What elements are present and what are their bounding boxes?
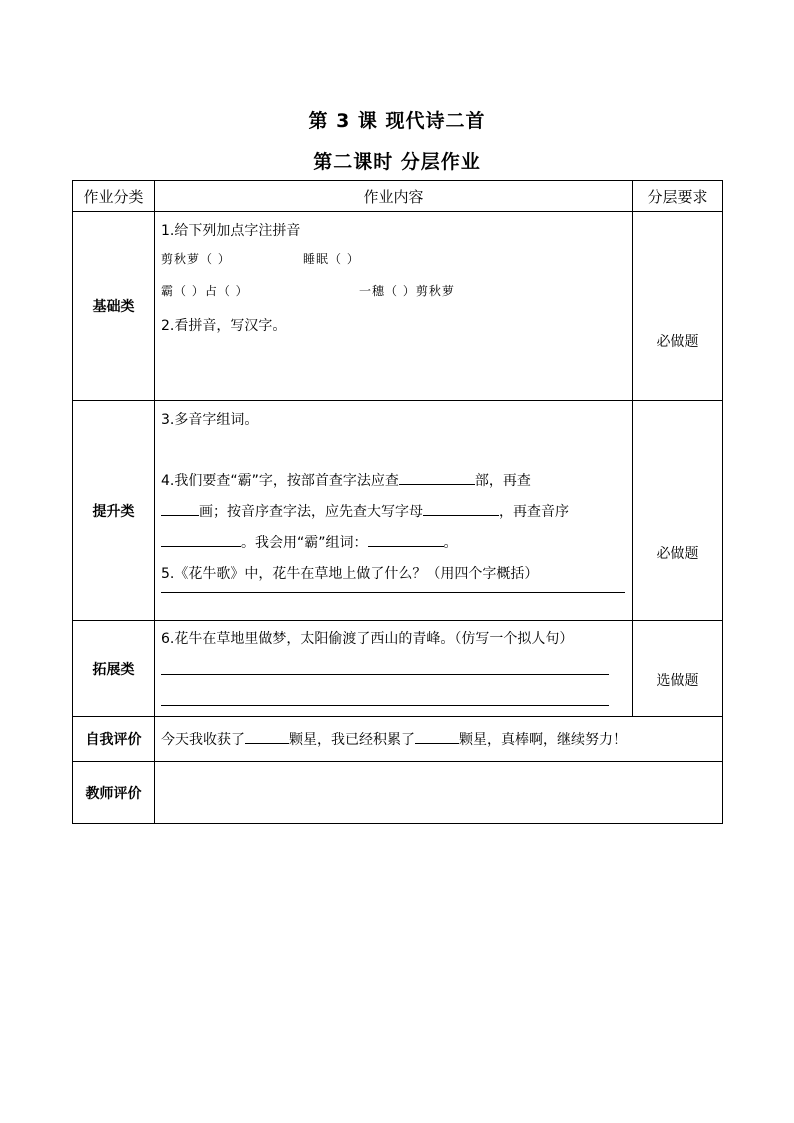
category-basic: 基础类	[73, 212, 155, 401]
category-improve: 提升类	[73, 401, 155, 621]
pinyin-item-3: 霸（ ）占（ ）	[161, 284, 249, 298]
table-row-teacher-eval	[73, 762, 723, 824]
answer-line[interactable]	[161, 705, 609, 706]
table-header-row	[73, 181, 723, 212]
answer-blank[interactable]	[161, 532, 241, 547]
content-extend	[155, 621, 633, 717]
column-header-requirement: 分层要求	[633, 181, 723, 212]
question-4-line-1: 4.我们要查“霸”字，按部首查字法应查 部，再查	[161, 470, 531, 490]
answer-line[interactable]	[161, 674, 609, 675]
category-self-eval: 自我评价	[73, 717, 155, 762]
column-header-category: 作业分类	[73, 181, 155, 212]
question-4-line-3: 。我会用“霸”组词： 。	[161, 532, 458, 552]
table-row-improve	[73, 401, 723, 621]
requirement-basic: 必做题	[633, 212, 723, 401]
answer-blank[interactable]	[245, 729, 289, 744]
question-3: 3.多音字组词。	[161, 412, 259, 428]
pinyin-item-2: 睡眠（ ）	[303, 252, 360, 266]
content-basic	[155, 212, 633, 401]
page-subtitle: 第二课时 分层作业	[313, 151, 481, 173]
homework-table	[72, 180, 723, 824]
category-teacher-eval: 教师评价	[73, 762, 155, 824]
answer-blank[interactable]	[399, 470, 475, 485]
pinyin-item-4: 一穗（ ）剪秋萝	[359, 284, 455, 298]
content-teacher-eval[interactable]	[155, 762, 723, 824]
question-1: 1.给下列加点字注拼音	[161, 223, 301, 239]
pinyin-item-1: 剪秋萝（ ）	[161, 252, 231, 266]
question-2: 2.看拼音，写汉字。	[161, 318, 287, 334]
category-extend: 拓展类	[73, 621, 155, 717]
question-6: 6.花牛在草地里做梦，太阳偷渡了西山的青峰。（仿写一个拟人句）	[161, 631, 574, 647]
answer-blank[interactable]	[415, 729, 459, 744]
answer-blank[interactable]	[368, 532, 444, 547]
question-5: 5.《花牛歌》中，花牛在草地上做了什么？（用四个字概括）	[161, 566, 539, 582]
content-self-eval: 今天我收获了 颗星，我已经积累了 颗星，真棒啊，继续努力！	[155, 717, 723, 762]
answer-blank[interactable]	[423, 501, 499, 516]
answer-line[interactable]	[161, 592, 625, 593]
requirement-improve: 必做题	[633, 401, 723, 621]
table-row-extend	[73, 621, 723, 717]
table-row-basic	[73, 212, 723, 401]
answer-blank[interactable]	[161, 501, 199, 516]
requirement-extend: 选做题	[633, 621, 723, 717]
column-header-content: 作业内容	[155, 181, 633, 212]
page-title: 第 3 课 现代诗二首	[308, 110, 486, 132]
table-row-self-eval	[73, 717, 723, 762]
content-improve	[155, 401, 633, 621]
question-4-line-2: 画；按音序查字法，应先查大写字母 ，再查音序	[161, 501, 569, 521]
